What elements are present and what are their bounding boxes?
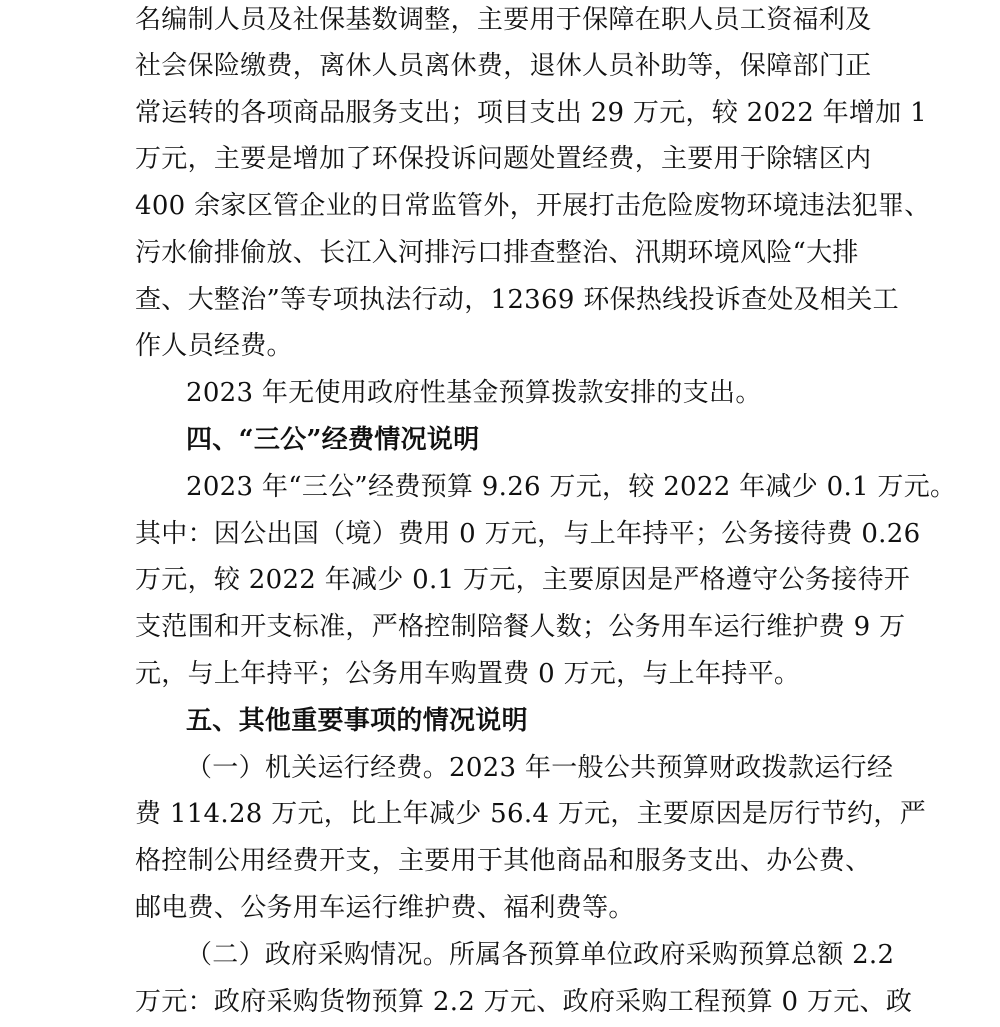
paragraph-line: 其中：因公出国（境）费用 0 万元，与上年持平；公务接待费 0.26 — [135, 519, 921, 549]
paragraph-line: 污水偷排偷放、长江入河排污口排查整治、汛期环境风险“大排 — [135, 238, 859, 268]
paragraph-line: 400 余家区管企业的日常监管外，开展打击危险废物环境违法犯罪、 — [135, 191, 931, 221]
paragraph-line: （二）政府采购情况。所属各预算单位政府采购预算总额 2.2 — [186, 940, 895, 970]
paragraph-line: 2023 年无使用政府性基金预算拨款安排的支出。 — [186, 378, 762, 408]
paragraph-line: 格控制公用经费开支，主要用于其他商品和服务支出、办公费、 — [135, 846, 872, 876]
paragraph-line: 名编制人员及社保基数调整，主要用于保障在职人员工资福利及 — [135, 5, 872, 35]
paragraph-line: 万元：政府采购货物预算 2.2 万元、政府采购工程预算 0 万元、政 — [135, 987, 913, 1017]
paragraph-line: 2023 年“三公”经费预算 9.26 万元，较 2022 年减少 0.1 万元。 — [186, 472, 957, 502]
paragraph-line: 费 114.28 万元，比上年减少 56.4 万元，主要原因是厉行节约，严 — [135, 799, 927, 829]
paragraph-line: 万元，较 2022 年减少 0.1 万元，主要原因是严格遵守公务接待开 — [135, 565, 911, 595]
paragraph-line: 万元，主要是增加了环保投诉问题处置经费，主要用于除辖区内 — [135, 144, 872, 174]
paragraph-line: 社会保险缴费，离休人员离休费，退休人员补助等，保障部门正 — [135, 51, 872, 81]
paragraph-line: 常运转的各项商品服务支出；项目支出 29 万元，较 2022 年增加 1 — [135, 98, 927, 128]
section-heading: 五、其他重要事项的情况说明 — [186, 706, 528, 736]
paragraph-line: 查、大整治”等专项执法行动，12369 环保热线投诉查处及相关工 — [135, 285, 899, 315]
paragraph-line: 作人员经费。 — [135, 331, 293, 361]
paragraph-line: 支范围和开支标准，严格控制陪餐人数；公务用车运行维护费 9 万 — [135, 612, 906, 642]
section-heading: 四、“三公”经费情况说明 — [186, 425, 480, 455]
paragraph-line: （一）机关运行经费。2023 年一般公共预算财政拨款运行经 — [186, 753, 894, 783]
paragraph-line: 元，与上年持平；公务用车购置费 0 万元，与上年持平。 — [135, 659, 801, 689]
paragraph-line: 邮电费、公务用车运行维护费、福利费等。 — [135, 893, 635, 923]
